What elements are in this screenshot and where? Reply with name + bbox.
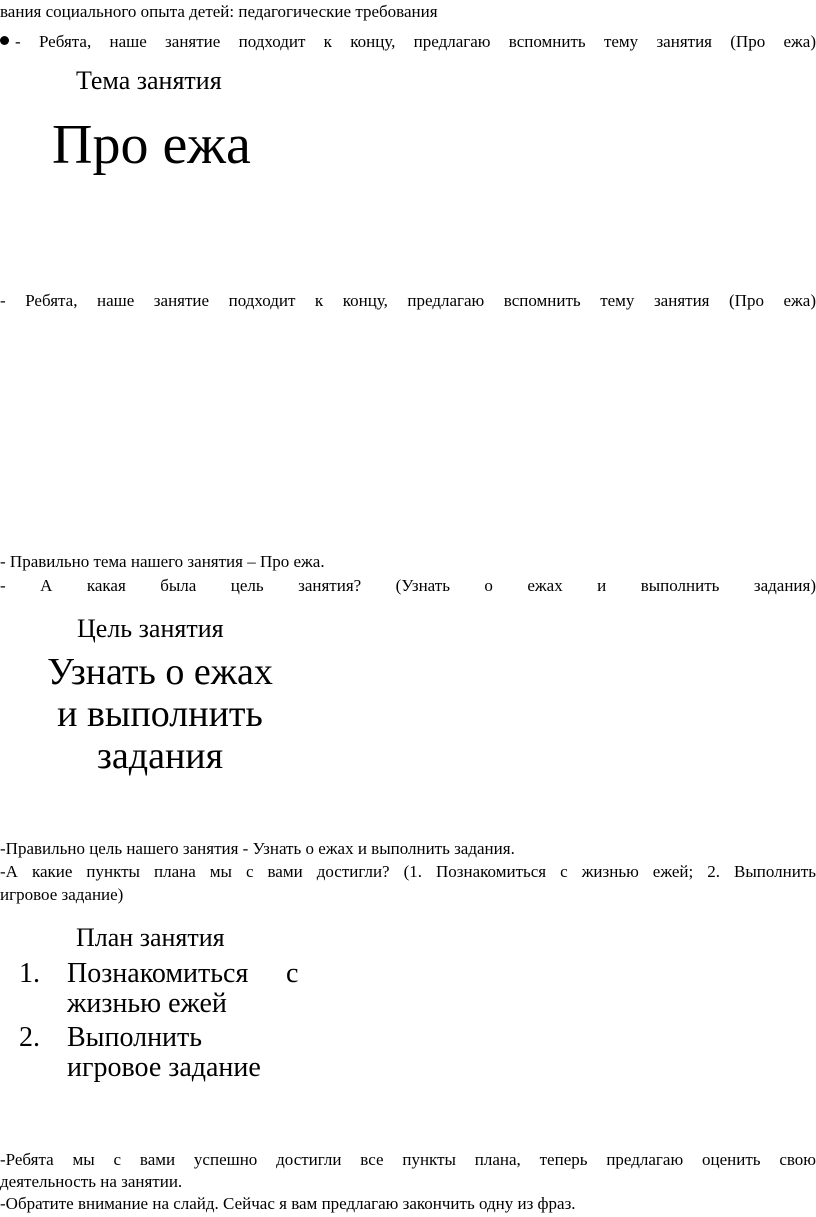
header-line: вания социального опыта детей: педагогические требования bbox=[0, 2, 438, 21]
slide-topic-text: Про ежа bbox=[52, 114, 251, 176]
slide-goal-line-2: и выполнить bbox=[57, 693, 263, 735]
plan-item-text: с bbox=[286, 958, 299, 989]
repeat-paragraph: - Ребята, наше занятие подходит к концу, предлагаю вспомнить тему занятия (Про ежа) bbox=[0, 291, 816, 310]
plan-item-text: жизнью ежей bbox=[67, 988, 227, 1019]
slide-goal-line-1: Узнать о ежах bbox=[47, 651, 273, 693]
bullet-paragraph bbox=[0, 31, 816, 53]
slide-goal-line-3: задания bbox=[96, 735, 224, 777]
plan-item-text: Познакомиться bbox=[67, 958, 249, 989]
plan-question-paragraph-line-2: игровое задание) bbox=[0, 885, 124, 904]
final-paragraph-line-1: -Ребята мы с вами успешно достигли все пункты плана, теперь предлагаю оценить свою bbox=[0, 1150, 816, 1169]
bullet-text: - Ребята, наше занятие подходит к концу, предлагаю вспомнить тему занятия (Про ежа) bbox=[15, 32, 816, 51]
goal-question-paragraph: - А какая была цель занятия? (Узнать о ежах и выполнить задания) bbox=[0, 576, 816, 595]
slide-topic-label: Тема занятия bbox=[76, 66, 222, 95]
plan-item-text: Выполнить bbox=[67, 1022, 203, 1053]
slide-goal-text bbox=[20, 651, 300, 777]
final-paragraph-line-3: -Обратите внимание на слайд. Сейчас я вам предлагаю закончить одну из фраз. bbox=[0, 1194, 576, 1213]
correct-goal-paragraph: -Правильно цель нашего занятия - Узнать о ежах и выполнить задания. bbox=[0, 839, 515, 858]
final-paragraph-line-2: деятельность на занятии. bbox=[0, 1172, 183, 1191]
plan-item-number: 1. bbox=[19, 958, 40, 989]
plan-item-text: игровое задание bbox=[67, 1052, 261, 1083]
bullet-icon bbox=[0, 36, 9, 45]
slide-goal-label: Цель занятия bbox=[77, 614, 224, 643]
plan-question-paragraph-line-1: -А какие пункты плана мы с вами достигли? (1. Познакомиться с жизнью ежей; 2. Выполнить bbox=[0, 862, 816, 881]
plan-item-number: 2. bbox=[19, 1022, 40, 1053]
slide-plan-label: План занятия bbox=[76, 923, 225, 952]
slide-plan-list bbox=[0, 958, 320, 1088]
correct-topic-paragraph: - Правильно тема нашего занятия – Про ежа. bbox=[0, 552, 325, 571]
